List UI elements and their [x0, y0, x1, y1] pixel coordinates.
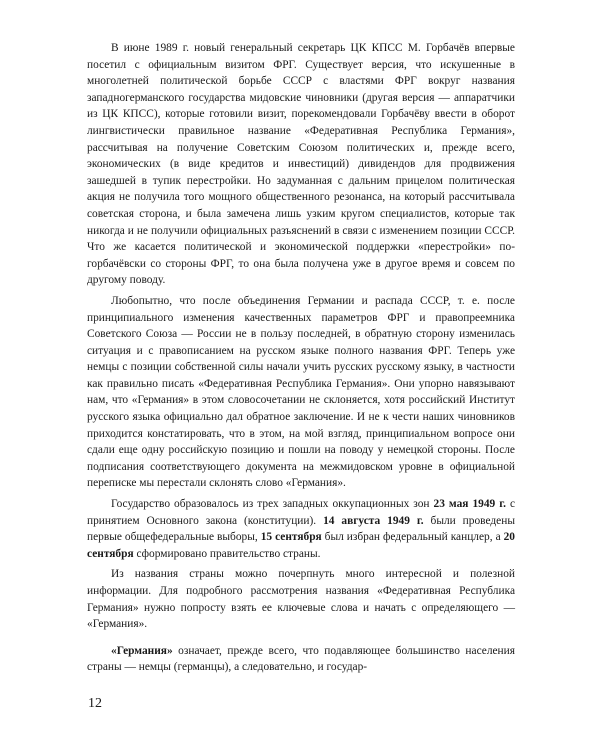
paragraph-state-formation: Государство образовалось из трех западных оккупационных зон 23 мая 1949 г. с принятием Основного закона (конституции). 14 августа 1949 г. были проведены первые общефедеральные выборы, 15 сентября был избран федеральный канцлер, а 20 сентября сформировано правительство страны. [87, 498, 515, 560]
paragraph-germany-term: «Германия» означает, прежде всего, что подавляющее большинство населения страны — немцы (германцы), а следовательно, и государ- [87, 644, 515, 674]
date-sep-20: 20 сентября [87, 531, 515, 560]
date-sep-15: 15 сентября [260, 531, 322, 544]
date-may-23: 23 мая 1949 г. [433, 498, 506, 511]
body-text [87, 40, 515, 676]
paragraph-country-name: Из названия страны можно почерпнуть много интересной и полезной информации. Для подробного рассмотрения названия «Федеративная Республика Германия» нужно попросту взять ее ключевые слова и начать с определяющего — «Германия». [87, 568, 515, 631]
term-germany: «Германия» [111, 644, 173, 657]
date-aug-14: 14 августа 1949 г. [323, 514, 424, 527]
paragraph-germany-reunification: Любопытно, что после объединения Германии и распада СССР, т. е. после принципиального изменения качественных параметров ФРГ и правопреемника Советского Союза — России не в пользу последней, в обратную сторону изменилась ситуация и с правописанием на русском языке полного названия ФРГ. Теперь уже немцы с позиции собственной силы начали учить русских русскому языку, в частности как правильно писать «Федеративная Республика Германия». Они упорно навязывают нам, что «Германия» в этом словосочетании не склоняется, хотя российский Институт русского языка официально дал обратное заключение. И не к чести наших чиновников приходится констатировать, что в этом, на мой взгляд, принципиальном вопросе они сдали еще одну российскую позицию и пошли на поводу у немецкой стороны. После подписания соответствующего документа на межмидовском уровне в официальной переписке мы перестали склонять слово «Германия». [87, 294, 515, 490]
paragraph-gorbachev-visit: В июне 1989 г. новый генеральный секретарь ЦК КПСС М. Горбачёв впервые посетил с официальным визитом ФРГ. Существует версия, что искушенные в многолетней политической борьбе СССР с властями ФРГ вокруг названия западногерманского государства мидовские чиновники (другая версия — аппаратчики из ЦК КПСС), которые готовили визит, порекомендовали Горбачёву ввести в оборот лингвистически правильное название «Федеративная Республика Германия», рассчитывая на получение Советским Союзом политических и, прежде всего, экономических (в виде кредитов и инвестиций) дивидендов для продвижения зашедшей в тупик перестройки. Но задуманная с дальним прицелом политическая акция не получила того мощного общественного резонанса, на который рассчитывала советская сторона, и была замечена лишь узким кругом специалистов, которые так никогда и не получили официальных разъяснений в связи с изменением позиции СССР. Что же касается политической и экономической поддержки «перестройки» по-горбачёвски со стороны ФРГ, то она была получена уже в другое время и совсем по другому поводу. [87, 42, 515, 287]
page-number: 12 [88, 696, 102, 711]
